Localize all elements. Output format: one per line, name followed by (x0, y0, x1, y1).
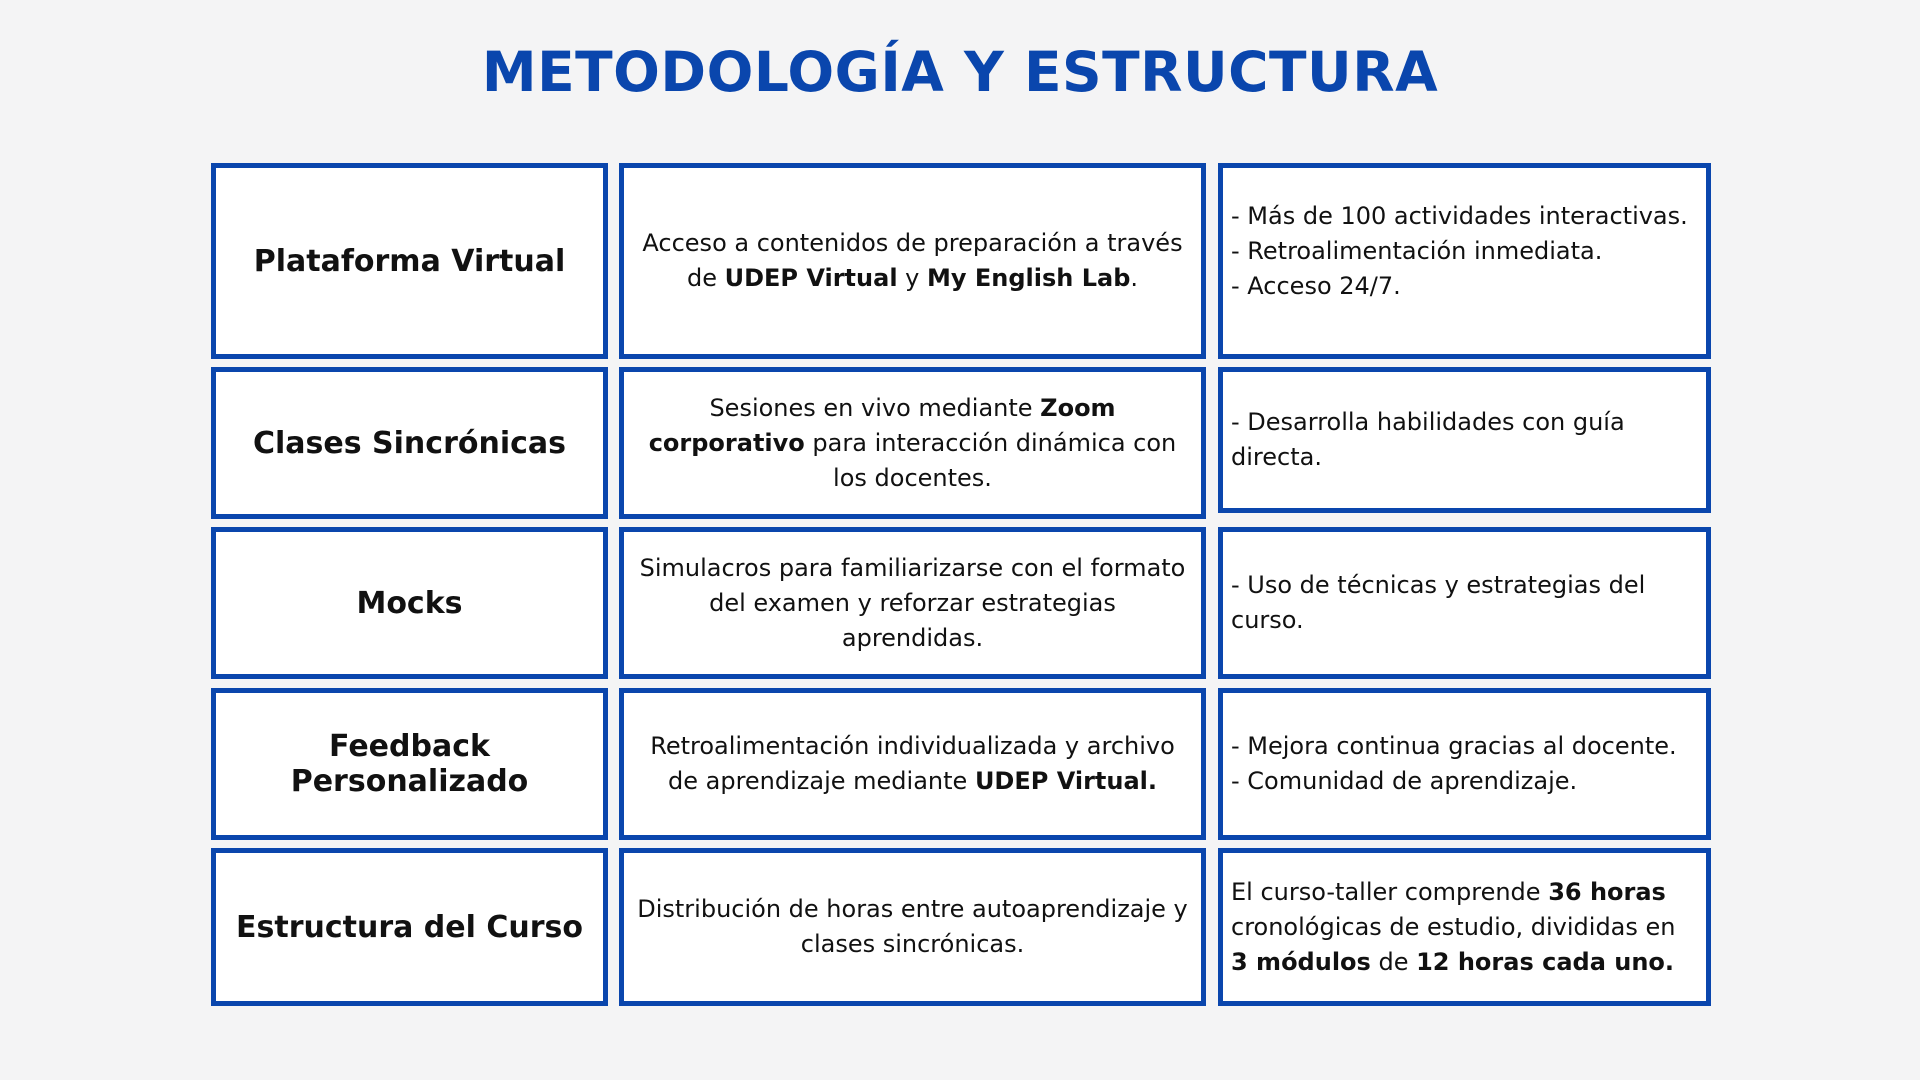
row-description-mocks (619, 527, 1206, 679)
row-label-plataforma-virtual: Plataforma Virtual (211, 163, 608, 359)
detail-line (1231, 199, 1698, 234)
text-run: Distribución de horas entre autoaprendizaje y clases sincrónicas. (637, 895, 1188, 958)
detail-line (1231, 875, 1698, 980)
details-text (1231, 199, 1698, 304)
row-description-plataforma-virtual (619, 163, 1206, 359)
row-label-feedback-personalizado: Feedback Personalizado (211, 688, 608, 840)
details-text (1231, 568, 1698, 638)
detail-line (1231, 729, 1698, 764)
description-text (636, 892, 1189, 962)
page-title: METODOLOGÍA Y ESTRUCTURA (481, 40, 1439, 104)
text-run: para interacción dinámica con los docentes. (804, 428, 1177, 492)
bold-text: UDEP Virtual (724, 264, 898, 292)
text-run: - Acceso 24/7. (1231, 271, 1401, 300)
description-text (636, 391, 1189, 496)
text-run: de (1370, 947, 1417, 976)
text-run: . (1130, 264, 1139, 292)
row-label-mocks: Mocks (211, 527, 608, 679)
text-run: - Retroalimentación inmediata. (1231, 236, 1603, 265)
description-text (636, 551, 1189, 656)
detail-line (1231, 764, 1698, 799)
bold-text: 3 módulos (1231, 947, 1371, 976)
bold-text: UDEP Virtual. (974, 767, 1157, 795)
text-run: cronológicas de estudio, divididas en (1231, 912, 1676, 941)
text-run: - Desarrolla habilidades con guía directa. (1231, 408, 1625, 471)
text-run: - Mejora continua gracias al docente. (1231, 732, 1677, 760)
row-description-clases-sincronicas (619, 367, 1206, 519)
row-details-feedback-personalizado (1218, 688, 1711, 840)
description-text (636, 729, 1189, 799)
details-text (1231, 729, 1698, 799)
bold-text: 36 horas (1548, 877, 1666, 906)
row-description-estructura-del-curso (619, 848, 1206, 1006)
text-run: Acceso a contenidos de preparación a través de (642, 229, 1183, 292)
details-text (1231, 405, 1698, 475)
row-details-clases-sincronicas (1218, 367, 1711, 513)
row-label-clases-sincronicas: Clases Sincrónicas (211, 367, 608, 519)
bold-text: Zoom corporativo (648, 393, 1116, 457)
row-details-mocks (1218, 527, 1711, 679)
row-details-estructura-del-curso (1218, 848, 1711, 1006)
description-text (636, 226, 1189, 296)
text-run: Retroalimentación individualizada y archivo de aprendizaje mediante (650, 732, 1175, 795)
text-run: Sesiones en vivo mediante (709, 393, 1041, 422)
detail-line (1231, 234, 1698, 269)
row-description-feedback-personalizado (619, 688, 1206, 840)
row-details-plataforma-virtual (1218, 163, 1711, 359)
details-text (1231, 875, 1698, 980)
text-run: y (897, 264, 928, 292)
bold-text: My English Lab (927, 264, 1131, 292)
text-run: - Más de 100 actividades interactivas. (1231, 201, 1688, 230)
text-run: - Uso de técnicas y estrategias del curso. (1231, 571, 1646, 634)
row-label-estructura-del-curso: Estructura del Curso (211, 848, 608, 1006)
detail-line (1231, 269, 1698, 304)
text-run: Simulacros para familiarizarse con el formato del examen y reforzar estrategias aprendidas. (639, 553, 1186, 652)
text-run: - Comunidad de aprendizaje. (1231, 767, 1578, 795)
detail-line (1231, 568, 1698, 638)
detail-line (1231, 405, 1698, 475)
bold-text: 12 horas cada uno. (1416, 947, 1675, 976)
text-run: El curso-taller comprende (1231, 877, 1549, 906)
